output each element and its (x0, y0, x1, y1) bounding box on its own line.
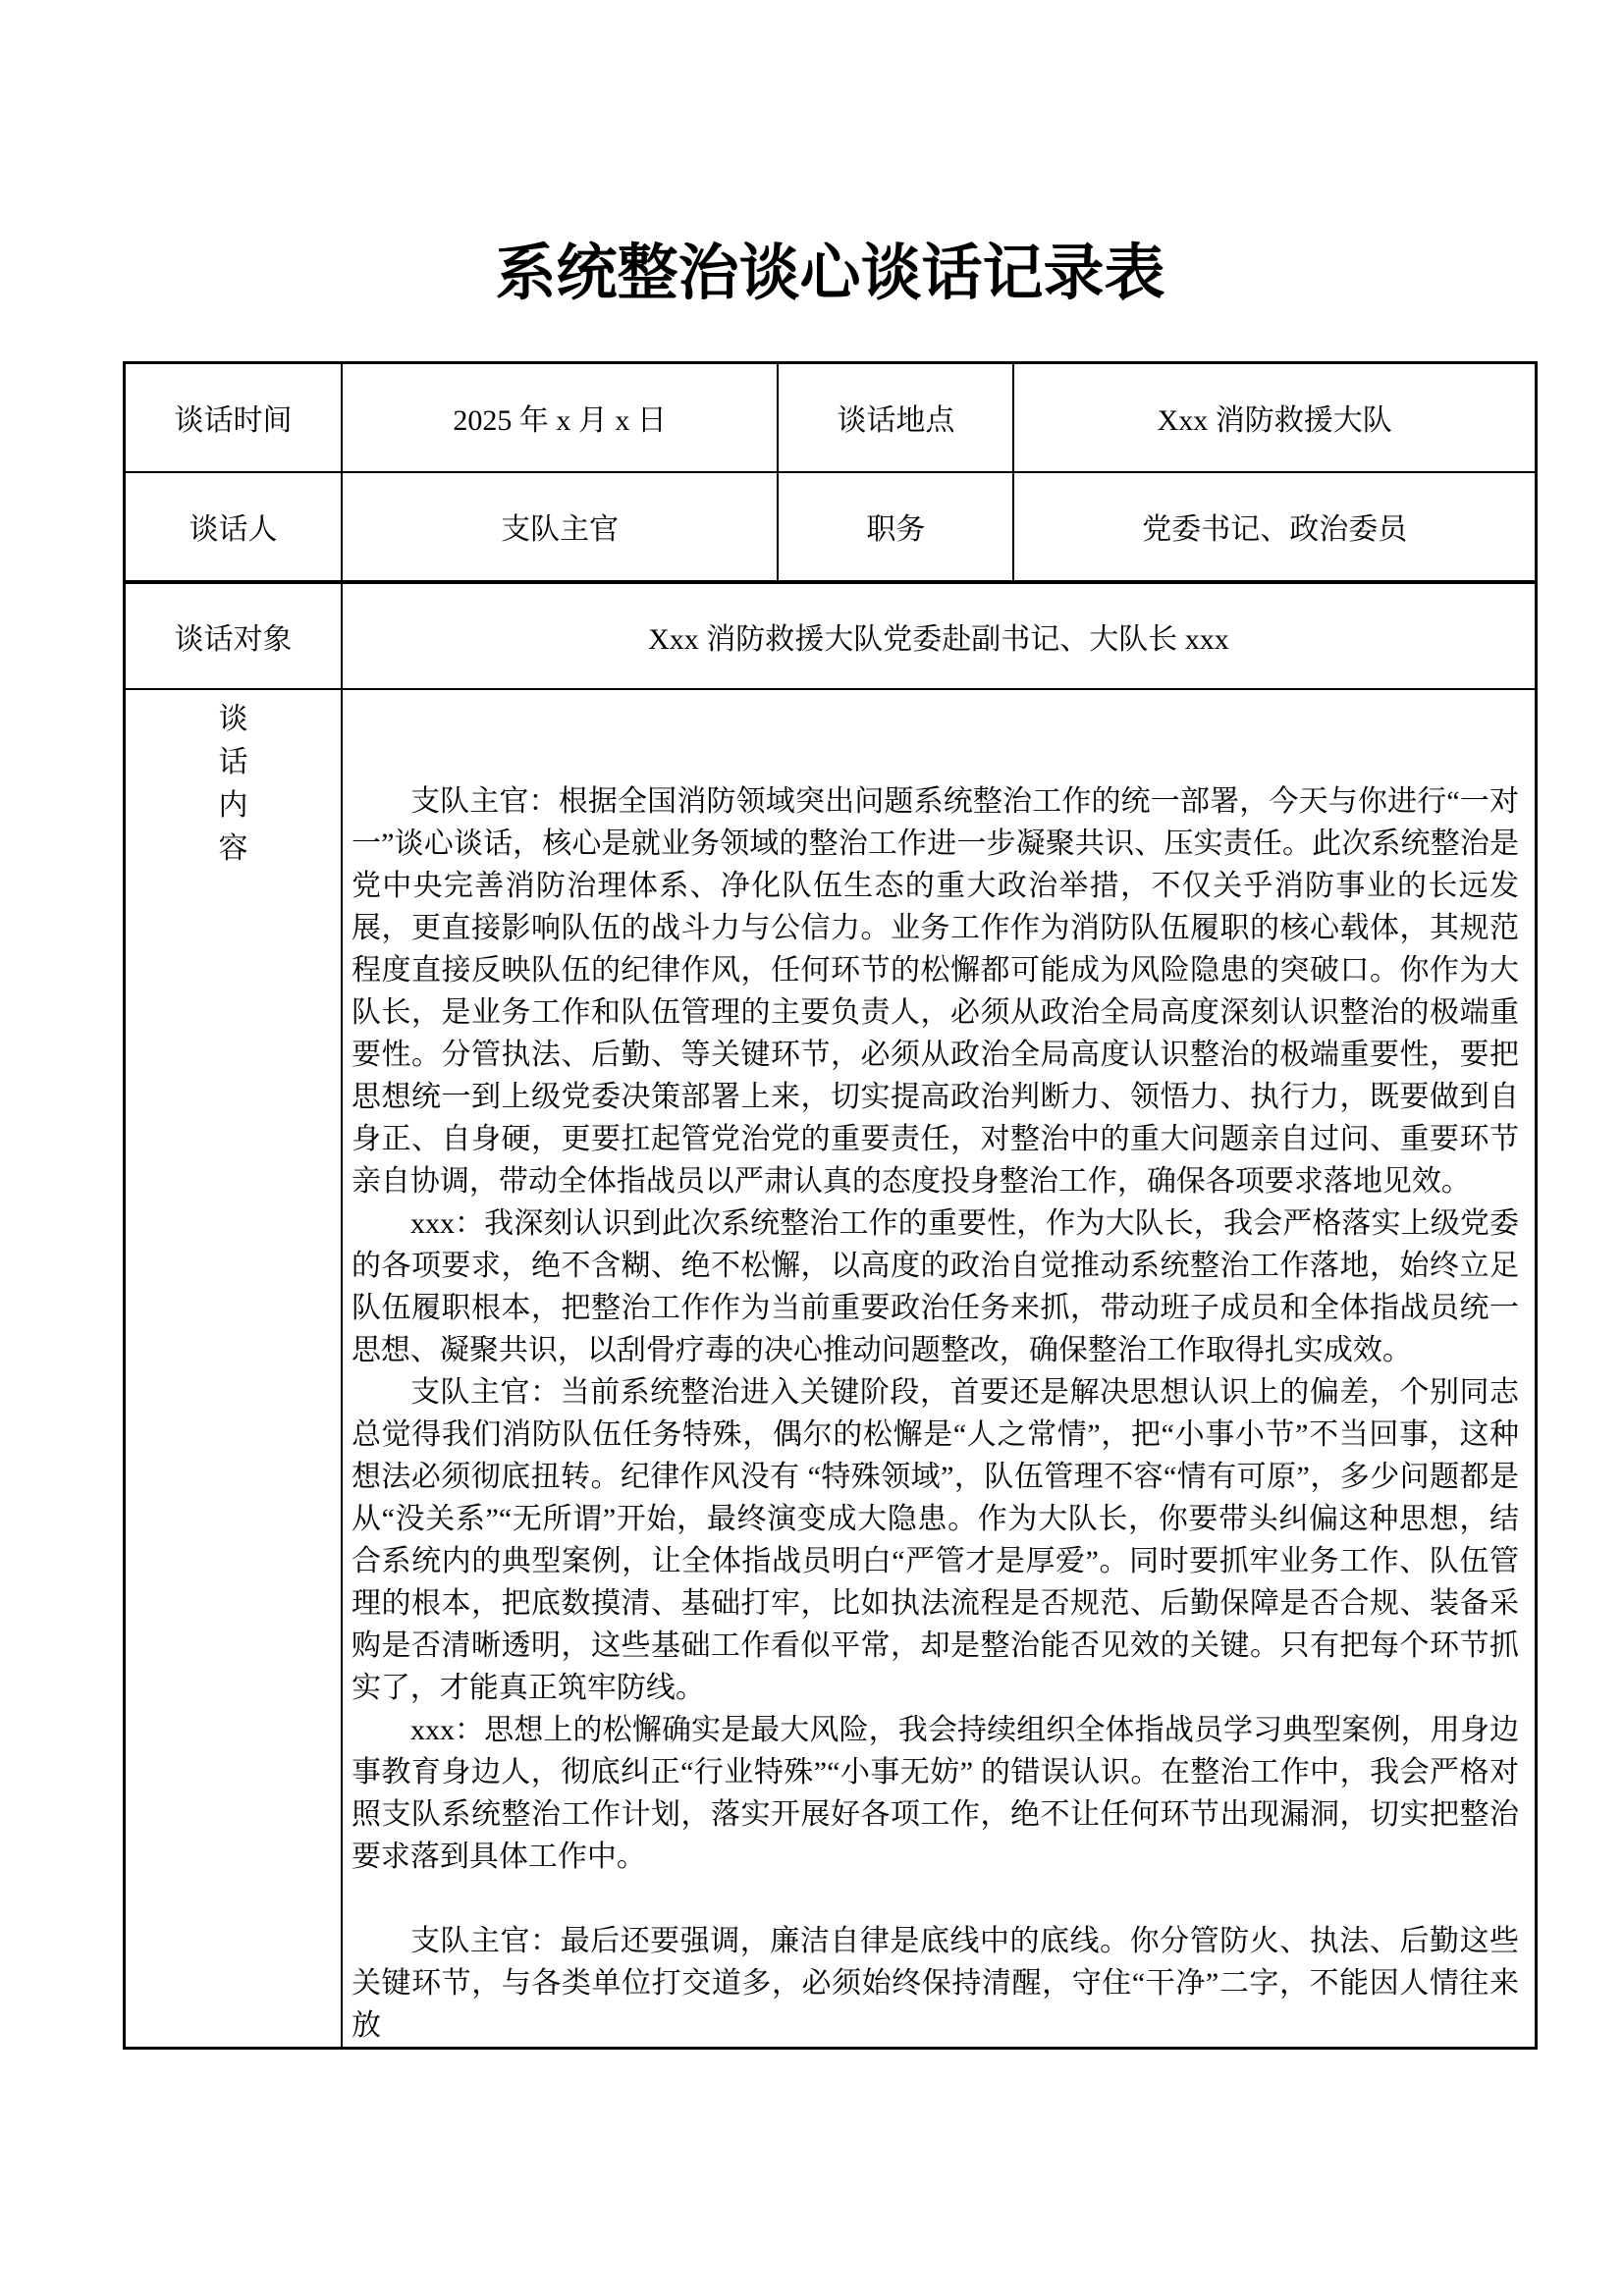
talk-time-label: 谈话时间 (125, 363, 342, 472)
talk-content-label-char: 容 (218, 831, 248, 865)
talker-value: 支队主官 (342, 472, 778, 582)
duty-value: 党委书记、政治委员 (1013, 472, 1536, 582)
talk-paragraph: 支队主官：当前系统整治进入关键阶段，首要还是解决思想认识上的偏差，个别同志总觉得我们消防队伍任务特殊，偶尔的松懈是“人之常情”，把“小事小节”不当回事，这种想法必须彻底扭转。纪律作风没有 “特殊领域”，队伍管理不容“情有可原”，多少问题都是从“没关系”“无所谓”开始，最终演变成大隐患。作为大队长，你要带头纠偏这种思想，结合系统内的典型案例，让全体指战员明白“严管才是厚爱”。同时要抓牢业务工作、队伍管理的根本，把底数摸清、基础打牢，比如执法流程是否规范、后勤保障是否合规、装备采购是否清晰透明，这些基础工作看似平常，却是整治能否见效的关键。只有把每个环节抓实了，才能真正筑牢防线。 (351, 1375, 1519, 1704)
talk-paragraph: 支队主官：最后还要强调，廉洁自律是底线中的底线。你分管防火、执法、后勤这些关键环节，与各类单位打交道多，必须始终保持清醒，守住“干净”二字，不能因人情往来放 (351, 1924, 1519, 2042)
talk-content-label-char: 话 (218, 745, 248, 778)
table-row-talk-content (125, 689, 1537, 2049)
record-table (123, 361, 1538, 2050)
table-row-time-place (125, 363, 1537, 472)
talk-content-cell (342, 689, 1537, 2049)
talk-place-label: 谈话地点 (778, 363, 1013, 472)
talk-place-value: Xxx 消防救援大队 (1013, 363, 1536, 472)
talk-paragraph: xxx：我深刻认识到此次系统整治工作的重要性，作为大队长，我会严格落实上级党委的各项要求，绝不含糊、绝不松懈，以高度的政治自觉推动系统整治工作落地，始终立足队伍履职根本，把整治工作作为当前重要政治任务来抓，带动班子成员和全体指战员统一思想、凝聚共识，以刮骨疗毒的决心推动问题整改，确保整治工作取得扎实成效。 (351, 1206, 1519, 1366)
talk-paragraph: 支队主官：根据全国消防领域突出问题系统整治工作的统一部署，今天与你进行“一对一”谈心谈话，核心是就业务领域的整治工作进一步凝聚共识、压实责任。此次系统整治是党中央完善消防治理体系、净化队伍生态的重大政治举措，不仅关乎消防事业的长远发展，更直接影响队伍的战斗力与公信力。业务工作作为消防队伍履职的核心载体，其规范程度直接反映队伍的纪律作风，任何环节的松懈都可能成为风险隐患的突破口。你作为大队长，是业务工作和队伍管理的主要负责人，必须从政治全局高度深刻认识整治的极端重要性。分管执法、后勤、等关键环节，必须从政治全局高度认识整治的极端重要性，要把思想统一到上级党委决策部署上来，切实提高政治判断力、领悟力、执行力，既要做到自身正、自身硬，更要扛起管党治党的重要责任，对整治中的重大问题亲自过问、重要环节亲自协调，带动全体指战员以严肃认真的态度投身整治工作，确保各项要求落地见效。 (351, 784, 1519, 1198)
document-title: 系统整治谈心谈话记录表 (495, 240, 1165, 307)
table-row-talk-target (125, 582, 1537, 689)
table-row-person-duty (125, 472, 1537, 582)
talk-time-value: 2025 年 x 月 x 日 (342, 363, 778, 472)
talk-content-label (125, 689, 342, 2049)
talk-target-label: 谈话对象 (125, 582, 342, 689)
talk-content-label-char: 谈 (218, 702, 248, 735)
duty-label: 职务 (778, 472, 1013, 582)
talk-target-value: Xxx 消防救援大队党委赴副书记、大队长 xxx (342, 582, 1537, 689)
talk-paragraph: xxx：思想上的松懈确实是最大风险，我会持续组织全体指战员学习典型案例，用身边事教育身边人，彻底纠正“行业特殊”“小事无妨” 的错误认识。在整治工作中，我会严格对照支队系统整治工作计划，落实开展好各项工作，绝不让任何环节出现漏洞，切实把整治要求落到具体工作中。 (351, 1713, 1519, 1873)
talk-content-label-char: 内 (218, 788, 248, 822)
talker-label: 谈话人 (125, 472, 342, 582)
